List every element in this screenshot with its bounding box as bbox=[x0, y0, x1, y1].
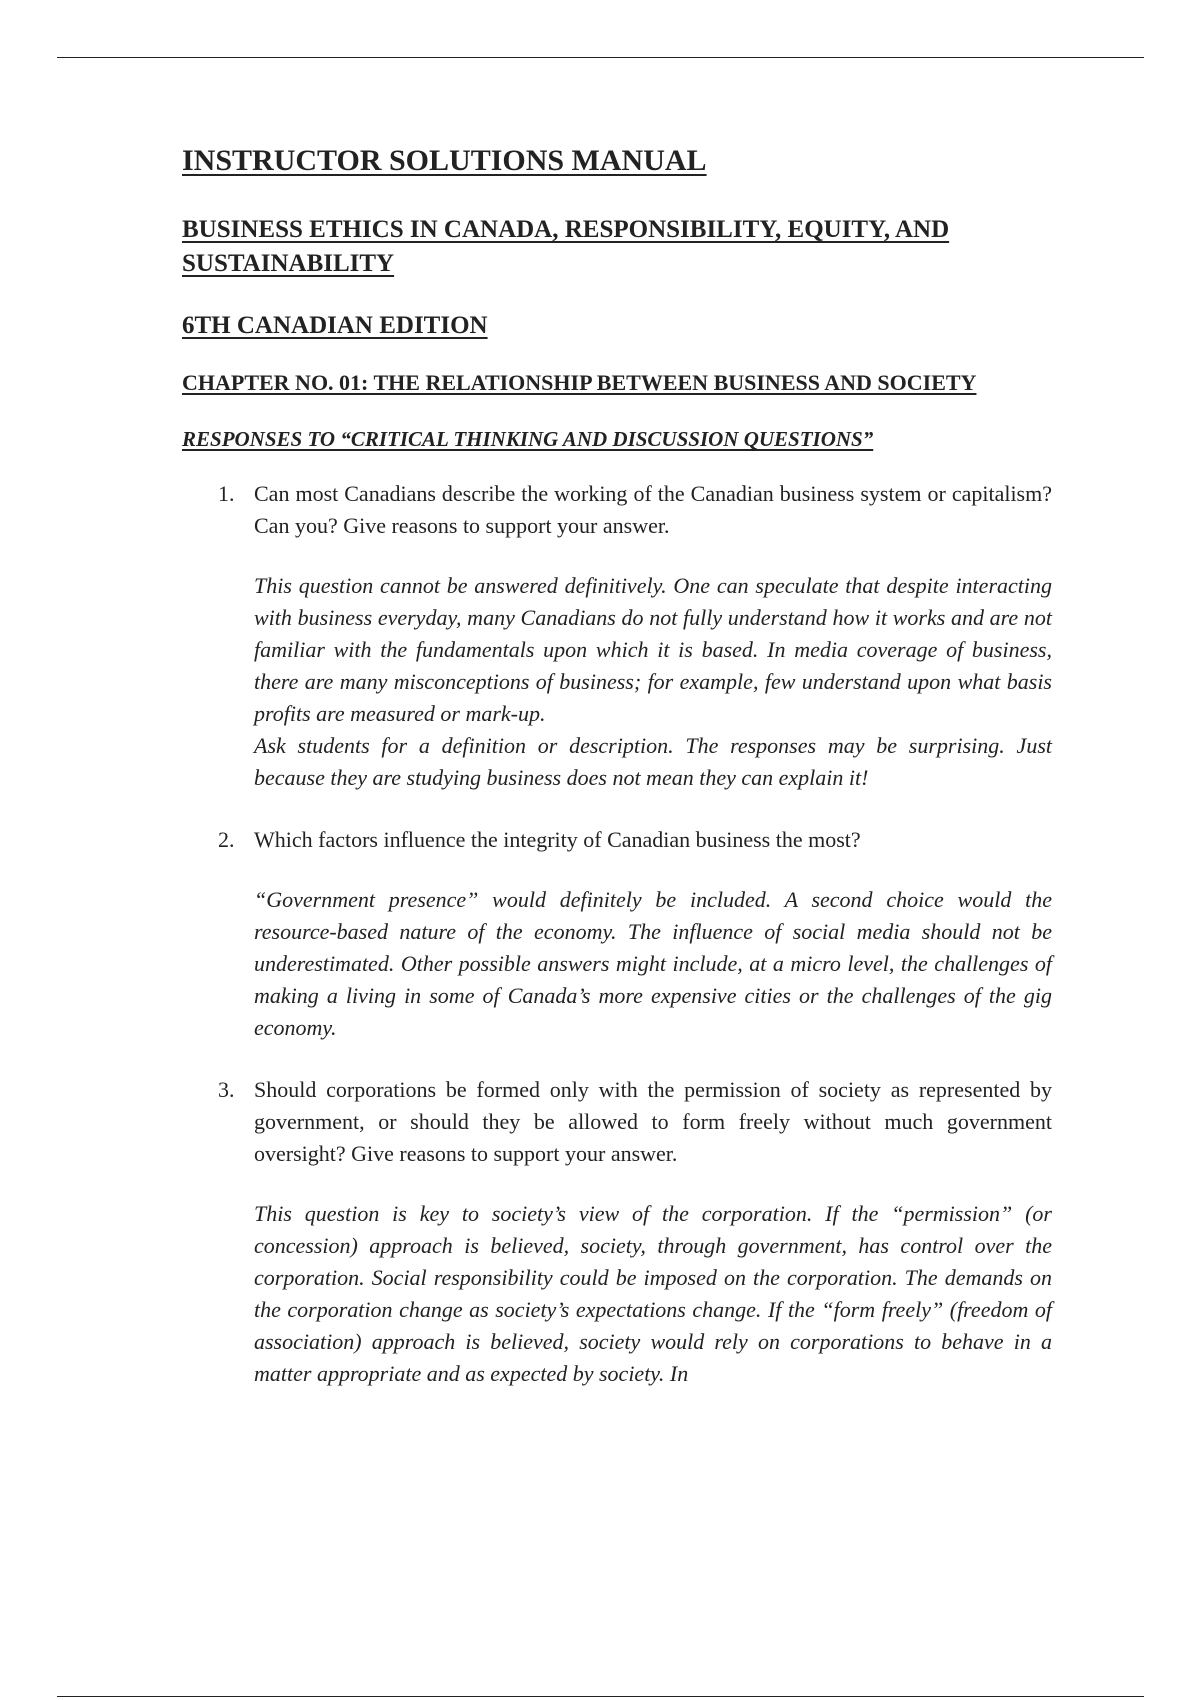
top-rule bbox=[57, 57, 1144, 58]
edition-heading: 6TH CANADIAN EDITION bbox=[182, 312, 488, 339]
answer-paragraph: Ask students for a definition or description. The responses may be surprising. Just because they are studying business does not mean they can explain it! bbox=[254, 733, 1052, 790]
question-item bbox=[182, 478, 1052, 794]
question-item bbox=[182, 824, 1052, 1044]
book-title: BUSINESS ETHICS IN CANADA, RESPONSIBILITY, EQUITY, AND SUSTAINABILITY bbox=[182, 216, 950, 277]
question-text: Should corporations be formed only with the permission of society as represented by government, or should they be allowed to form freely without much government oversight? Give reasons to support your answer. bbox=[254, 1077, 1052, 1166]
answer-paragraph: This question is key to society’s view of the corporation. If the “permission” (or concession) approach is believed, society, through government, has control over the corporation. Social responsibility could be imposed on the corporation. The demands on the corporation change as society’s expectations change. If the “form freely” (freedom of association) approach is believed, society would rely on corporations to behave in a matter appropriate and as expected by society. In bbox=[254, 1201, 1052, 1386]
question-number: 1. bbox=[218, 481, 235, 506]
manual-title: INSTRUCTOR SOLUTIONS MANUAL bbox=[182, 144, 707, 177]
section-heading: RESPONSES TO “CRITICAL THINKING AND DISCUSSION QUESTIONS” bbox=[182, 427, 874, 451]
answer-paragraph: This question cannot be answered definitively. One can speculate that despite interacting with business everyday, many Canadians do not fully understand how it works and are not familiar with the fundamentals upon which it is based. In media coverage of business, there are many misconceptions of business; for example, few understand upon what basis profits are measured or mark-up. bbox=[254, 573, 1052, 726]
question-number: 3. bbox=[218, 1077, 235, 1102]
question-item bbox=[182, 1074, 1052, 1390]
chapter-heading: CHAPTER NO. 01: THE RELATIONSHIP BETWEEN BUSINESS AND SOCIETY bbox=[182, 370, 977, 395]
bottom-rule bbox=[57, 1696, 1144, 1697]
answer-text bbox=[254, 884, 1052, 1044]
question-list bbox=[182, 478, 1052, 1390]
question-number: 2. bbox=[218, 827, 235, 852]
answer-paragraph: “Government presence” would definitely be included. A second choice would the resource-based nature of the economy. The influence of social media should not be underestimated. Other possible answers might include, at a micro level, the challenges of making a living in some of Canada’s more expensive cities or the challenges of the gig economy. bbox=[254, 887, 1052, 1040]
document-body bbox=[182, 143, 1052, 1420]
answer-text bbox=[254, 1198, 1052, 1390]
answer-text bbox=[254, 570, 1052, 794]
question-text: Which factors influence the integrity of Canadian business the most? bbox=[254, 827, 861, 852]
question-text: Can most Canadians describe the working of the Canadian business system or capitalism? Can you? Give reasons to support your answer. bbox=[254, 481, 1052, 538]
